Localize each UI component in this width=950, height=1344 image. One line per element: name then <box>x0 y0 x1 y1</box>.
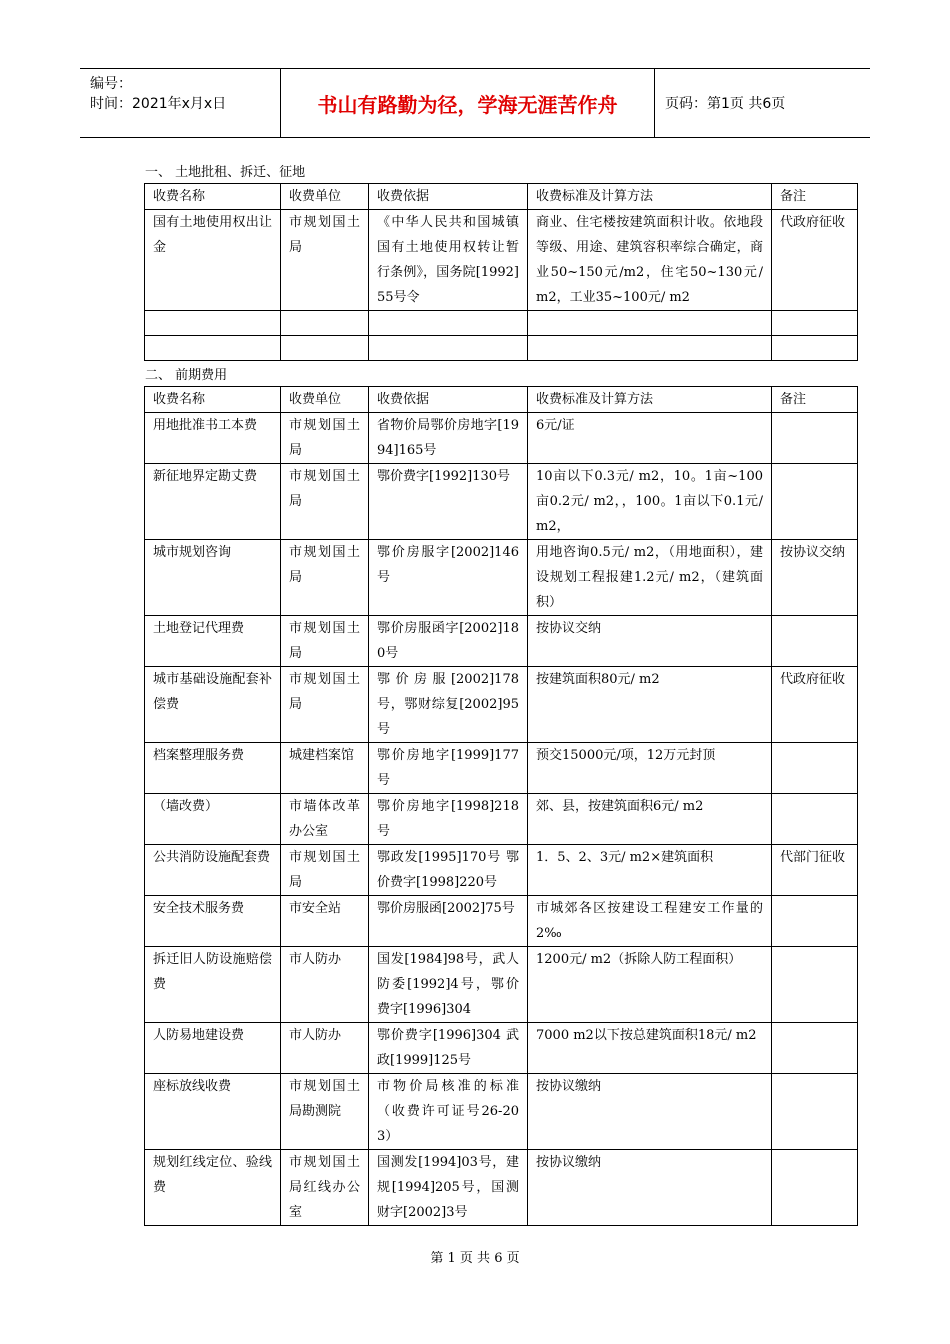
table-row <box>145 1150 858 1226</box>
table-cell <box>772 616 858 667</box>
table-row <box>145 210 858 311</box>
table-cell <box>772 1023 858 1074</box>
table-row <box>145 845 858 896</box>
table-cell: 市人防办 <box>281 1023 369 1074</box>
column-header: 收费标准及计算方法 <box>528 184 772 210</box>
table-cell: 市安全站 <box>281 896 369 947</box>
table-cell: 6元/证 <box>528 413 772 464</box>
table-cell: 市规划国土局红线办公室 <box>281 1150 369 1226</box>
table-cell: 国测发[1994]03号，建规[1994]205号，国测财字[2002]3号 <box>369 1150 528 1226</box>
table-cell <box>772 1074 858 1150</box>
table-cell: 土地登记代理费 <box>145 616 281 667</box>
table-row <box>145 311 858 336</box>
table-row <box>145 540 858 616</box>
table-cell: 城建档案馆 <box>281 743 369 794</box>
table-cell: 郊、县，按建筑面积6元/ m2 <box>528 794 772 845</box>
table-cell <box>528 311 772 336</box>
column-header: 收费依据 <box>369 184 528 210</box>
table-cell <box>772 336 858 361</box>
column-header: 收费名称 <box>145 387 281 413</box>
section-2-title: 二、 前期费用 <box>145 368 228 383</box>
column-header: 收费依据 <box>369 387 528 413</box>
column-header: 收费单位 <box>281 387 369 413</box>
table-cell: 公共消防设施配套费 <box>145 845 281 896</box>
table-row <box>145 896 858 947</box>
table-row <box>145 464 858 540</box>
table-cell: 用地咨询0.5元/ m2，（用地面积），建设规划工程报建1.2元/ m2，（建筑面积） <box>528 540 772 616</box>
table-cell: 国发[1984]98号，武人防委[1992]4号，鄂价费字[1996]304 <box>369 947 528 1023</box>
document-header <box>80 68 870 138</box>
table-cell: 按协议交纳 <box>528 616 772 667</box>
table-cell: 人防易地建设费 <box>145 1023 281 1074</box>
table-cell: 市规划国土局 <box>281 210 369 311</box>
table-cell <box>528 336 772 361</box>
table-cell <box>772 947 858 1023</box>
column-header: 备注 <box>772 387 858 413</box>
table-row <box>145 1074 858 1150</box>
table-cell <box>772 464 858 540</box>
page-footer: 第 1 页 共 6 页 <box>430 1251 520 1266</box>
table-cell <box>369 336 528 361</box>
motto: 书山有路勤为径，学海无涯苦作舟 <box>281 69 655 137</box>
table-cell: 鄂政发[1995]170号 鄂价费字[1998]220号 <box>369 845 528 896</box>
table-cell: 10亩以下0.3元/ m2，10。1亩~100亩0.2元/ m2，，100。1亩以下0.1元/ m2， <box>528 464 772 540</box>
date-label: 时间：2021年x月x日 <box>90 96 227 112</box>
table-cell: 城市基础设施配套补偿费 <box>145 667 281 743</box>
table-cell: 档案整理服务费 <box>145 743 281 794</box>
table-cell: 拆迁旧人防设施赔偿费 <box>145 947 281 1023</box>
table-cell <box>772 413 858 464</box>
table-cell: 鄂价房服字[2002]146号 <box>369 540 528 616</box>
table-cell <box>772 1150 858 1226</box>
table-cell: 市规划国土局 <box>281 464 369 540</box>
table-cell <box>772 794 858 845</box>
table-cell: 代部门征收 <box>772 845 858 896</box>
table-cell <box>145 311 281 336</box>
table-cell: 按协议交纳 <box>772 540 858 616</box>
table-row <box>145 743 858 794</box>
table-cell <box>772 311 858 336</box>
table-cell: 代政府征收 <box>772 210 858 311</box>
table-cell: 市规划国土局勘测院 <box>281 1074 369 1150</box>
column-header: 收费标准及计算方法 <box>528 387 772 413</box>
table-cell: 市物价局核准的标准（收费许可证号26-203） <box>369 1074 528 1150</box>
table-cell: 规划红线定位、验线费 <box>145 1150 281 1226</box>
table-cell <box>281 336 369 361</box>
table-cell: 安全技术服务费 <box>145 896 281 947</box>
table-cell: 鄂价房服函字[2002]180号 <box>369 616 528 667</box>
table-cell: 代政府征收 <box>772 667 858 743</box>
table-row <box>145 336 858 361</box>
table-cell: 座标放线收费 <box>145 1074 281 1150</box>
table-header-row <box>145 387 858 413</box>
column-header: 收费名称 <box>145 184 281 210</box>
header-meta <box>80 69 281 137</box>
column-header: 备注 <box>772 184 858 210</box>
table-cell <box>281 311 369 336</box>
table-cell: 市规划国土局 <box>281 667 369 743</box>
table-row <box>145 616 858 667</box>
table-row <box>145 1023 858 1074</box>
table-cell: 市规划国土局 <box>281 413 369 464</box>
table-cell: 用地批准书工本费 <box>145 413 281 464</box>
table-cell: 《中华人民共和国城镇国有土地使用权转让暂行条例》，国务院[1992]55号令 <box>369 210 528 311</box>
table-cell: 7000 m2以下按总建筑面积18元/ m2 <box>528 1023 772 1074</box>
table-cell: （墙改费） <box>145 794 281 845</box>
table-cell: 鄂价房服[2002]178号，鄂财综复[2002]95号 <box>369 667 528 743</box>
table-cell: 按协议缴纳 <box>528 1074 772 1150</box>
page-label: 页码：第1页 共6页 <box>665 96 786 112</box>
column-header: 收费单位 <box>281 184 369 210</box>
table-cell: 新征地界定勘丈费 <box>145 464 281 540</box>
table-cell: 按协议缴纳 <box>528 1150 772 1226</box>
table-cell: 市规划国土局 <box>281 616 369 667</box>
table-cell: 1200元/ m2（拆除人防工程面积） <box>528 947 772 1023</box>
table-cell: 鄂价房服函[2002]75号 <box>369 896 528 947</box>
table-header-row <box>145 184 858 210</box>
table-cell: 商业、住宅楼按建筑面积计收。依地段等级、用途、建筑容积率综合确定，商业50~150元/m2，住宅50~130元/ m2，工业35~100元/ m2 <box>528 210 772 311</box>
land-fee-table <box>144 183 858 361</box>
table-cell <box>772 743 858 794</box>
table-row <box>145 413 858 464</box>
table-cell <box>369 311 528 336</box>
table-cell: 城市规划咨询 <box>145 540 281 616</box>
table-cell: 市人防办 <box>281 947 369 1023</box>
table-cell: 鄂价房地字[1998]218号 <box>369 794 528 845</box>
table-cell <box>145 336 281 361</box>
table-cell: 1．5、2、3元/ m2×建筑面积 <box>528 845 772 896</box>
table-row <box>145 794 858 845</box>
table-cell: 市规划国土局 <box>281 540 369 616</box>
table-row <box>145 947 858 1023</box>
table-cell: 省物价局鄂价房地字[1994]165号 <box>369 413 528 464</box>
table-cell: 鄂价费字[1992]130号 <box>369 464 528 540</box>
table-cell: 市规划国土局 <box>281 845 369 896</box>
table-cell: 市城郊各区按建设工程建安工作量的2‰ <box>528 896 772 947</box>
table-cell: 鄂价费字[1996]304 武政[1999]125号 <box>369 1023 528 1074</box>
number-label: 编号： <box>90 76 132 92</box>
table-row <box>145 667 858 743</box>
preliminary-fee-table <box>144 386 858 1226</box>
table-cell: 市墙体改革办公室 <box>281 794 369 845</box>
table-cell: 鄂价房地字[1999]177号 <box>369 743 528 794</box>
table-cell: 预交15000元/项，12万元封顶 <box>528 743 772 794</box>
table-cell: 国有土地使用权出让金 <box>145 210 281 311</box>
section-1-title: 一、 土地批租、拆迁、征地 <box>145 165 306 180</box>
table-cell <box>772 896 858 947</box>
table-cell: 按建筑面积80元/ m2 <box>528 667 772 743</box>
